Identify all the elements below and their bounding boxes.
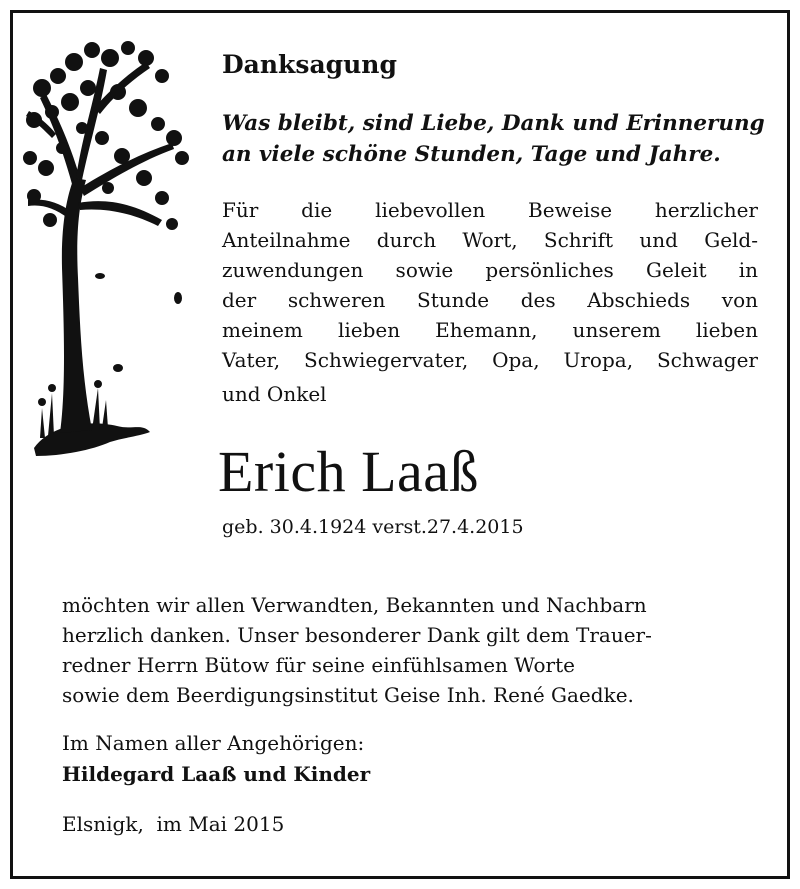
body-line: Vater, Schwiegervater, Opa, Uropa, Schwager [222, 348, 758, 372]
body-line: der schweren Stunde des Abschieds von [222, 288, 758, 312]
thanks-line: redner Herrn Bütow für seine einfühlsamen Worte [62, 653, 575, 677]
motto [222, 108, 765, 170]
body-line: Für die liebevollen Beweise herzlicher [222, 198, 758, 222]
motto-line: an viele schöne Stunden, Tage und Jahre. [222, 142, 721, 167]
thanks-line: herzlich danken. Unser besonderer Dank gilt dem Trauer- [62, 623, 652, 647]
thanks-line: möchten wir allen Verwandten, Bekannten und Nachbarn [62, 593, 647, 617]
thanks-line: sowie dem Beerdigungsinstitut Geise Inh. René Gaedke. [62, 683, 634, 707]
signature-name: Hildegard Laaß und Kinder [62, 762, 371, 786]
tree-icon [22, 28, 207, 468]
body-line: zuwendungen sowie persönliches Geleit in [222, 258, 758, 282]
motto-line: Was bleibt, sind Liebe, Dank und Erinnerung [222, 111, 765, 136]
body-line: und Onkel [222, 382, 327, 406]
heading-danksagung: Danksagung [222, 50, 397, 79]
body-line: meinem lieben Ehemann, unserem lieben [222, 318, 758, 342]
body-line: Anteilnahme durch Wort, Schrift und Geld- [222, 228, 758, 252]
signature-block [62, 728, 370, 790]
signature-intro: Im Namen aller Angehörigen: [62, 731, 365, 755]
place-date: Elsnigk, im Mai 2015 [62, 812, 285, 836]
body-text [222, 195, 758, 409]
deceased-name: Erich Laaß [218, 439, 480, 504]
life-dates: geb. 30.4.1924 verst.27.4.2015 [222, 516, 524, 538]
thanks-text [62, 590, 762, 710]
